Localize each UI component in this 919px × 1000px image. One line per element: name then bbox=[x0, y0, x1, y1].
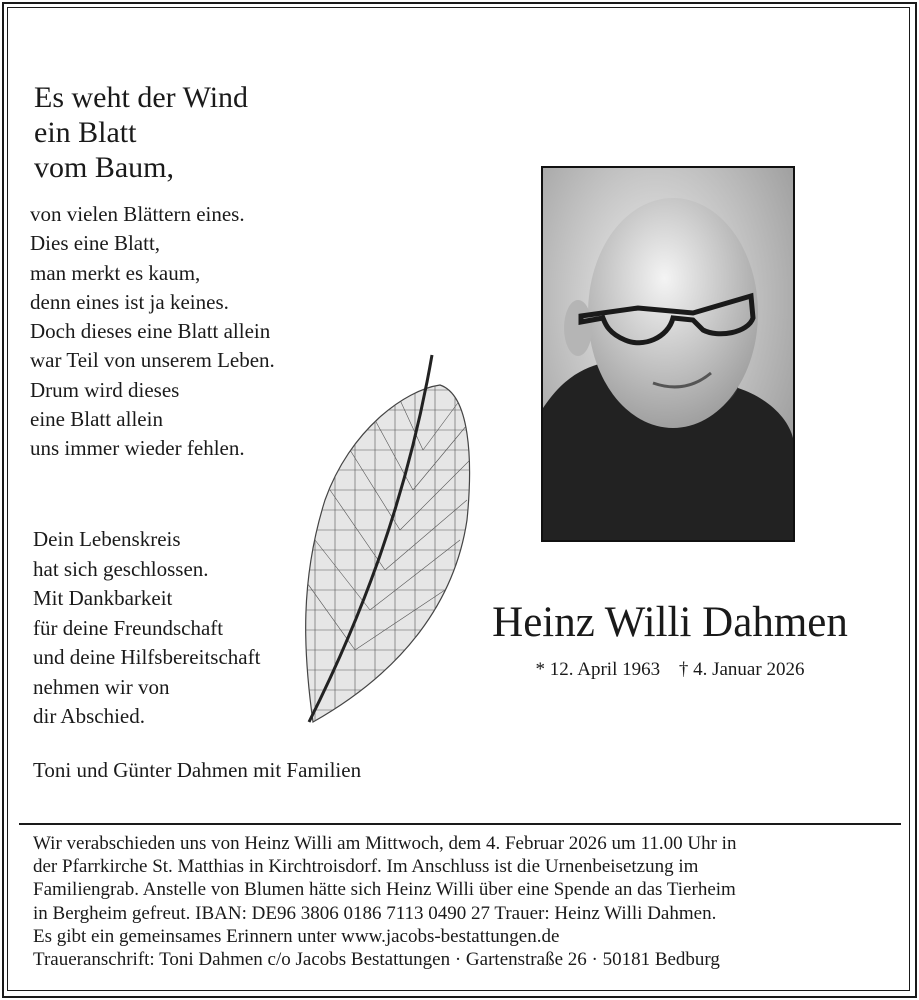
farewell-line: für deine Freundschaft bbox=[33, 615, 224, 640]
notice-line: Traueranschrift: Toni Dahmen c/o Jacobs Bestattungen · Gartenstraße 26 · 50181 Bedburg bbox=[33, 949, 720, 971]
poem-line: denn eines ist ja keines. bbox=[30, 289, 229, 314]
family-signature: Toni und Günter Dahmen mit Familien bbox=[33, 758, 362, 782]
poem-line: vom Baum, bbox=[34, 151, 174, 184]
portrait-photo bbox=[541, 166, 795, 542]
poem-body bbox=[30, 200, 275, 464]
farewell-line: Mit Dankbarkeit bbox=[33, 586, 173, 610]
poem-line: uns immer wieder fehlen. bbox=[30, 436, 245, 461]
poem-line: Drum wird dieses bbox=[30, 377, 180, 402]
notice-line: in Bergheim gefreut. IBAN: DE96 3806 0186 7113 0490 27 Trauer: Heinz Willi Dahmen. bbox=[33, 902, 717, 924]
poem-line: eine Blatt allein bbox=[30, 407, 163, 432]
life-dates bbox=[460, 659, 880, 681]
section-divider bbox=[19, 823, 901, 825]
farewell-text bbox=[33, 525, 260, 732]
funeral-notice bbox=[33, 832, 903, 971]
poem-line: Es weht der Wind bbox=[34, 81, 249, 114]
birth-date: * 12. April 1963 bbox=[535, 659, 661, 680]
leaf-illustration bbox=[295, 350, 480, 730]
poem-opening bbox=[34, 80, 248, 185]
poem-line: Doch dieses eine Blatt allein bbox=[30, 319, 271, 344]
notice-line: Es gibt ein gemeinsames Erinnern unter www.jacobs-bestattungen.de bbox=[33, 925, 560, 947]
poem-line: man merkt es kaum, bbox=[30, 260, 201, 285]
poem-line: Dies eine Blatt, bbox=[30, 231, 161, 256]
portrait-image bbox=[543, 168, 793, 540]
death-date: † 4. Januar 2026 bbox=[678, 659, 805, 680]
farewell-line: hat sich geschlossen. bbox=[33, 556, 209, 581]
poem-line: von vielen Blättern eines. bbox=[30, 202, 245, 226]
notice-line: Familiengrab. Anstelle von Blumen hätte sich Heinz Willi über eine Spende an das Tierheim bbox=[33, 879, 736, 901]
poem-line: war Teil von unserem Leben. bbox=[30, 348, 275, 373]
deceased-name: Heinz Willi Dahmen bbox=[492, 599, 848, 646]
farewell-line: Dein Lebenskreis bbox=[33, 527, 181, 551]
notice-line: der Pfarrkirche St. Matthias in Kirchtroisdorf. Im Anschluss ist die Urnenbeisetzung im bbox=[33, 856, 699, 878]
farewell-line: und deine Hilfsbereitschaft bbox=[33, 645, 261, 669]
poem-line: ein Blatt bbox=[34, 116, 137, 149]
notice-line: Wir verabschieden uns von Heinz Willi am Mittwoch, dem 4. Februar 2026 um 11.00 Uhr in bbox=[33, 833, 737, 854]
farewell-line: dir Abschied. bbox=[33, 704, 145, 728]
farewell-line: nehmen wir von bbox=[33, 674, 170, 699]
